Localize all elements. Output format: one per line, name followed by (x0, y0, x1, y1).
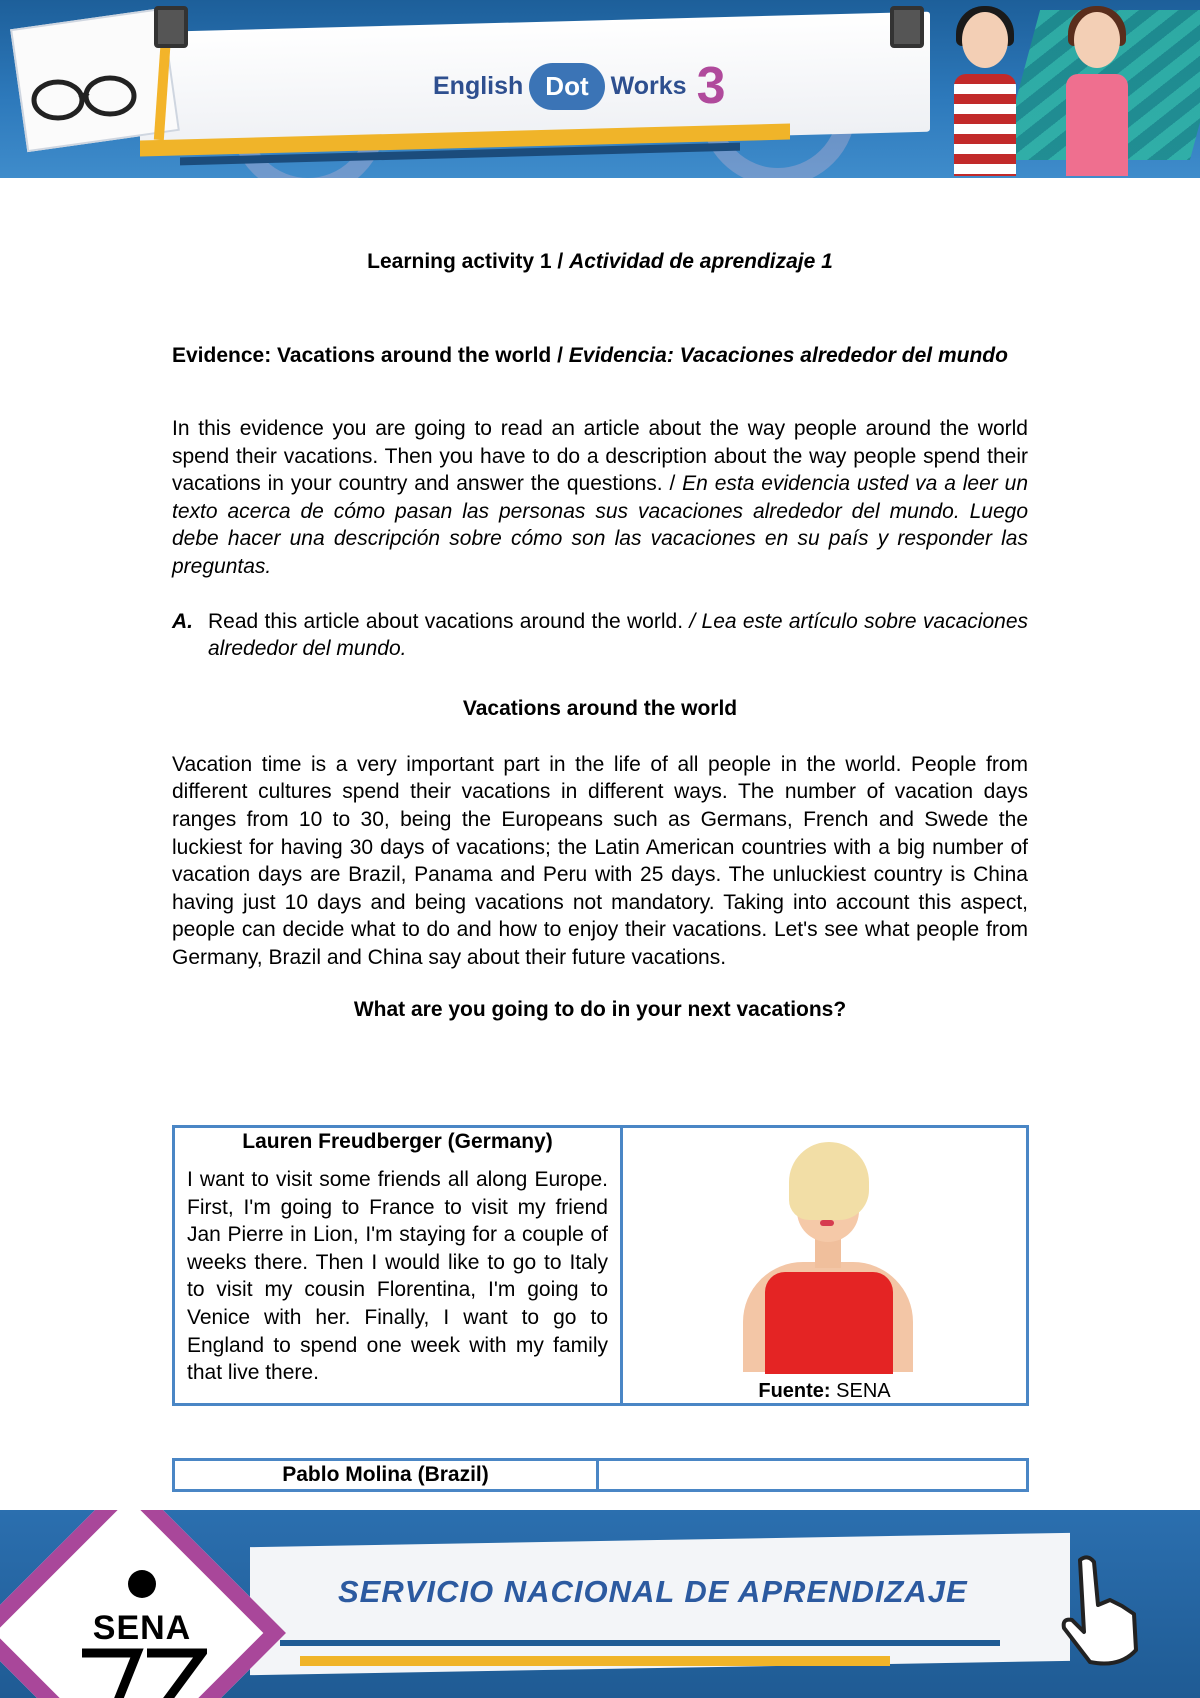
sena-logo (72, 1568, 212, 1698)
footer-yellow-stripe (300, 1656, 890, 1666)
page-title (172, 250, 1028, 274)
image-source-caption (623, 1380, 1026, 1403)
evidence-heading (172, 342, 1028, 369)
woman-avatar-illustration (735, 1142, 915, 1374)
english-dot-works-logo (433, 56, 726, 116)
glasses-icon (30, 70, 140, 125)
evidence-spanish: Evidencia: Vacaciones alrededor del mundo (568, 344, 1008, 367)
instruction-label: A. (172, 609, 193, 633)
evidence-english: Evidence: Vacations around the world / (172, 344, 569, 367)
character-girl-striped-shirt (950, 4, 1020, 176)
logo-word-works: Works (610, 71, 687, 100)
source-label: Fuente: (758, 1380, 831, 1402)
footer-blue-stripe (280, 1640, 1000, 1646)
person-text-cell (174, 1127, 622, 1405)
document-body (172, 240, 1028, 1022)
article-title: Vacations around the world (462, 696, 738, 720)
instruction-text (208, 608, 1028, 663)
page-header-banner (0, 0, 1200, 178)
person-name: Lauren Freudberger (Germany) (242, 1130, 553, 1153)
title-spanish: Actividad de aprendizaje 1 (569, 250, 833, 273)
logo-bubble-dot: Dot (529, 63, 604, 110)
instruction-a (172, 608, 1028, 663)
person-table-brazil (172, 1458, 1029, 1492)
person-image-cell (622, 1127, 1028, 1405)
intro-english: In this evidence you are going to read an article about the way people around the world spend their vacations. Then you have to do a description about the way people spend their vacations in your country and answer the questions. / (172, 417, 1028, 496)
logo-number: 3 (696, 57, 726, 115)
intro-paragraph (172, 415, 1028, 581)
sena-logo-mark (77, 1648, 207, 1698)
source-value: SENA (830, 1380, 891, 1402)
instruction-spanish: / Lea este artículo sobre vacaciones alrededor del mundo. (208, 609, 1028, 661)
person-statement: I want to visit some friends all along Europe. First, I'm going to France to visit my friend Jan Pierre in Lion, I'm staying for a couple of weeks there. Then I would like to go to Italy to visit my cousin Florentina, I'm going to Venice with her. Finally, I want to go to England to spend one week with my family that live there. (187, 1168, 608, 1385)
person-name: Pablo Molina (Brazil) (174, 1460, 598, 1491)
binder-clip-icon (154, 6, 188, 48)
article-paragraph: Vacation time is a very important part in the life of all people in the world. People from different cultures spend their vacations in different ways. The number of vacation days ranges from 10 to 30, being the Europeans such as Germans, French and Swede the luckiest for having 30 days of vacations; the Latin American countries with a big number of vacation days are Brazil, Panama and Peru with 25 days. The unluckiest country is China having just 10 days and being vacations not mandatory. Taking into account this aspect, people can decide what to do and how to enjoy their vacations. Let's see what people from Germany, Brazil and China say about their future vacations. (172, 752, 1028, 969)
title-english: Learning activity 1 / (367, 250, 570, 273)
page-footer-banner (0, 1510, 1200, 1698)
intro-spanish: En esta evidencia usted va a leer un texto acerca de cómo pasan las personas sus vacaciones alrededor del mundo. Luego debe hacer una descripción sobre cómo son las vacaciones en su país y responder las preguntas. (172, 472, 1028, 578)
binder-clip-icon (890, 6, 924, 48)
pointing-hand-icon (1050, 1550, 1140, 1670)
logo-word-english: English (433, 71, 524, 100)
person-image-cell (598, 1460, 1028, 1491)
sena-person-icon (112, 1568, 172, 1604)
sena-logo-text: SENA (92, 1609, 192, 1647)
character-girl-pink-shirt (1062, 4, 1132, 176)
instruction-english: Read this article about vacations around the world. (208, 609, 690, 633)
footer-slogan: SERVICIO NACIONAL DE APRENDIZAJE (338, 1574, 968, 1609)
question-heading: What are you going to do in your next vacations? (353, 997, 847, 1021)
person-table-germany (172, 1125, 1029, 1406)
